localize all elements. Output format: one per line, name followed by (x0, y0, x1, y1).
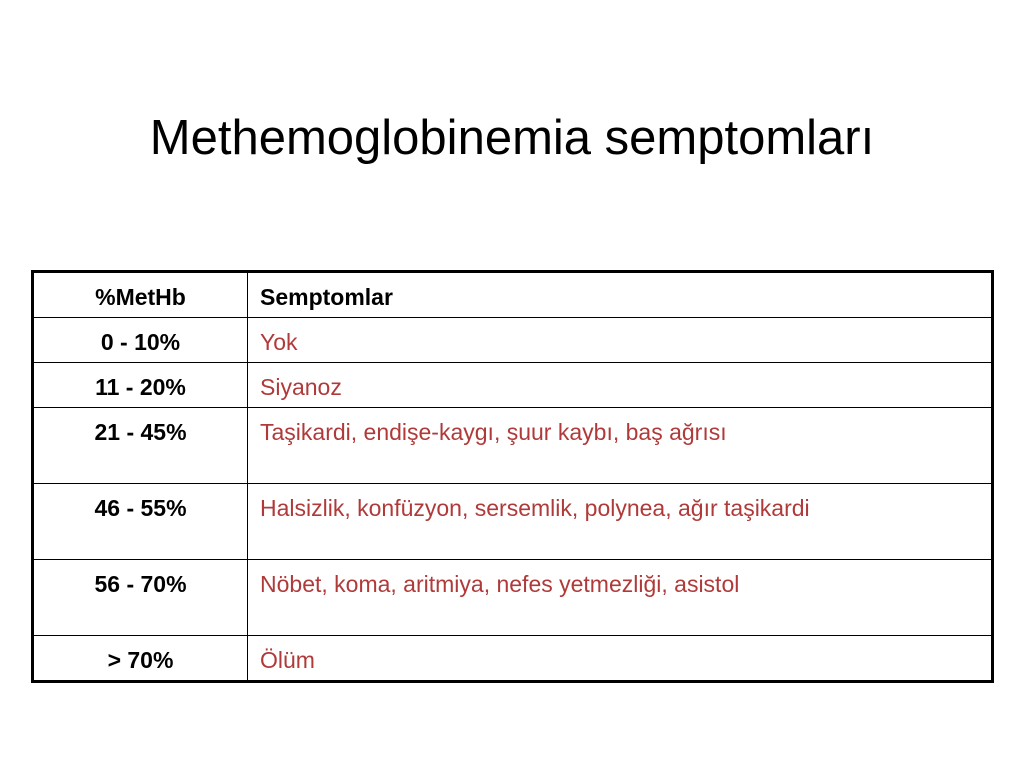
methb-range-cell: 11 - 20% (33, 363, 248, 408)
symptom-cell: Siyanoz (248, 363, 993, 408)
symptom-cell: Halsizlik, konfüzyon, sersemlik, polynea, ağır taşikardi (248, 484, 993, 560)
symptom-cell: Ölüm (248, 636, 993, 682)
slide-title: Methemoglobinemia semptomları (149, 111, 875, 165)
symptom-cell: Nöbet, koma, aritmiya, nefes yetmezliği, asistol (248, 560, 993, 636)
table-row (33, 318, 993, 363)
methb-range-cell: 0 - 10% (33, 318, 248, 363)
symptom-table (31, 270, 994, 683)
table-header-row (33, 272, 993, 318)
methb-range-cell: > 70% (33, 636, 248, 682)
table-row (33, 484, 993, 560)
header-methb: %MetHb (33, 272, 248, 318)
header-symptoms: Semptomlar (248, 272, 993, 318)
table-row (33, 408, 993, 484)
methb-range-cell: 56 - 70% (33, 560, 248, 636)
methb-range-cell: 21 - 45% (33, 408, 248, 484)
table-row (33, 363, 993, 408)
table-row (33, 560, 993, 636)
table-row (33, 636, 993, 682)
methb-range-cell: 46 - 55% (33, 484, 248, 560)
symptom-cell: Taşikardi, endişe-kaygı, şuur kaybı, baş ağrısı (248, 408, 993, 484)
symptom-cell: Yok (248, 318, 993, 363)
